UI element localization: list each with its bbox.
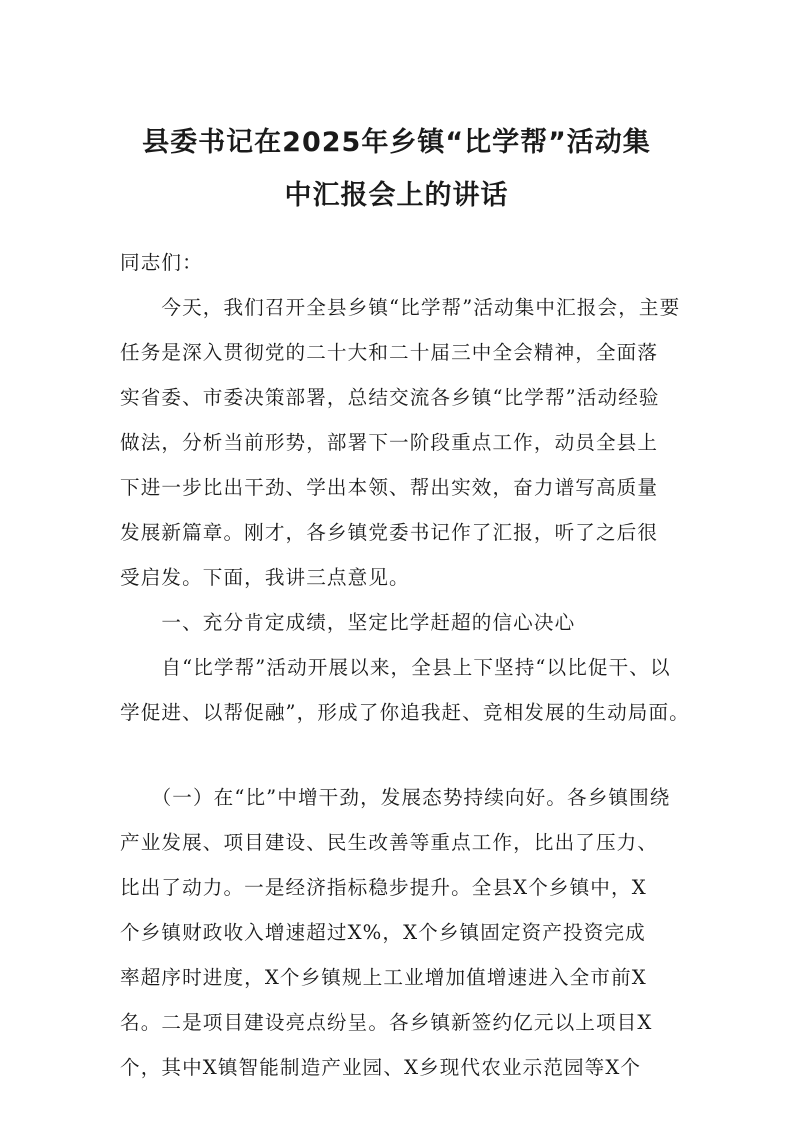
paragraph-2-line: 自“比学帮”活动开展以来，全县上下坚持“以比促干、以 [120, 656, 671, 679]
section-heading-1: 一、充分肯定成绩，坚定比学赶超的信心决心 [120, 611, 576, 634]
paragraph-3-line: 率超序时进度，X个乡镇规上工业增加值增速进入全市前X [120, 966, 647, 989]
document-title [100, 116, 693, 222]
paragraph-3-line: （一）在“比”中增干劲，发展态势持续向好。各乡镇围绕 [120, 786, 671, 809]
paragraph-1-line: 下进一步比出干劲、学出本领、帮出实效，奋力谱写高质量 [120, 476, 659, 499]
paragraph-spacer [120, 735, 680, 775]
paragraph-1-line: 实省委、市委决策部署，总结交流各乡镇“比学帮”活动经验 [120, 386, 660, 409]
title-line-2: 中汇报会上的讲话 [284, 180, 509, 211]
paragraph-3-line: 个，其中X镇智能制造产业园、X乡现代农业示范园等X个 [120, 1056, 642, 1079]
paragraph-1-line: 今天，我们召开全县乡镇“比学帮”活动集中汇报会，主要 [120, 296, 681, 319]
paragraph-1-line: 做法，分析当前形势，部署下一阶段重点工作，动员全县上 [120, 431, 659, 454]
paragraph-1-line: 发展新篇章。刚才，各乡镇党委书记作了汇报，听了之后很 [120, 521, 659, 544]
paragraph-1-line: 受启发。下面，我讲三点意见。 [120, 566, 410, 589]
paragraph-3-line: 名。二是项目建设亮点纷呈。各乡镇新签约亿元以上项目X [120, 1011, 653, 1034]
paragraph-3-line: 个乡镇财政收入增速超过X%，X个乡镇固定资产投资完成 [120, 921, 646, 944]
salutation: 同志们： [120, 251, 203, 274]
paragraph-1-line: 任务是深入贯彻党的二十大和二十届三中全会精神，全面落 [120, 341, 659, 364]
document-body [120, 240, 690, 1090]
paragraph-2-line: 学促进、以帮促融”，形成了你追我赶、竞相发展的生动局面。 [120, 701, 690, 724]
title-line-1: 县委书记在2025年乡镇“比学帮”活动集 [142, 127, 651, 158]
paragraph-3-line: 产业发展、项目建设、民生改善等重点工作，比出了压力、 [120, 831, 659, 854]
paragraph-3-line: 比出了动力。一是经济指标稳步提升。全县X个乡镇中，X [120, 876, 647, 899]
